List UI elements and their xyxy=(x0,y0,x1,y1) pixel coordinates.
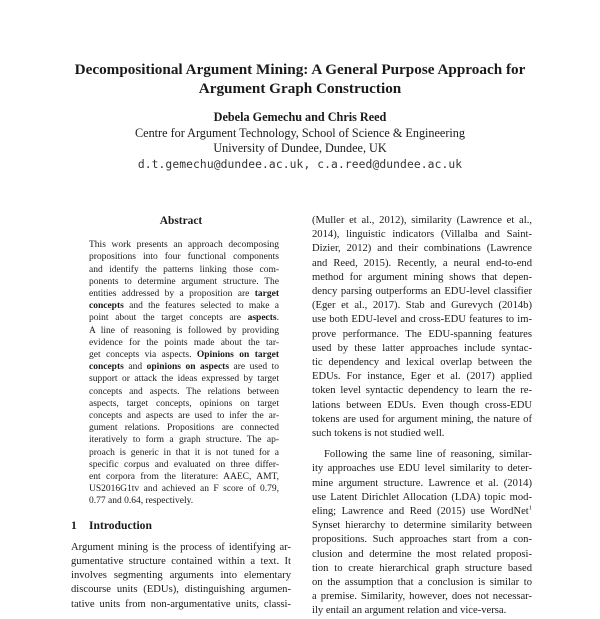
bold-term: target xyxy=(254,289,279,300)
paragraph-line: use both EDU-level and cross-EDU features to im- xyxy=(312,314,532,326)
abstract-line: point about the target concepts are aspects. xyxy=(89,313,279,324)
paragraph-line: ily entail an argument relation and vice-versa. xyxy=(312,605,507,617)
abstract-line: ent corpora from the literature: AAEC, AMT, xyxy=(89,472,279,483)
abstract-line: concepts and aspects. The relations between xyxy=(89,386,279,397)
paragraph-line: eling; Lawrence and Reed (2015) use WordNet$^1$ xyxy=(312,504,532,518)
intro-line: gumentative structure contained within a text. It xyxy=(71,556,291,568)
abstract-line: support or attack the ideas expressed by target xyxy=(89,374,279,385)
left-column xyxy=(71,214,291,612)
abstract-heading: Abstract xyxy=(159,215,203,227)
university: University of Dundee, Dundee, UK xyxy=(213,141,387,155)
paragraph-line: prove performance. The EDU-spanning features xyxy=(312,328,532,340)
bold-term: concepts xyxy=(89,362,124,373)
abstract-line: concepts and aspects are used to infer the ar- xyxy=(89,411,279,422)
paragraph-line: such tokens is not studied well. xyxy=(312,428,445,440)
abstract-line: concepts and the features selected to make a xyxy=(89,301,279,312)
section-title: Introduction xyxy=(89,518,152,532)
footnote-marker[interactable]: 1 xyxy=(528,504,532,512)
paragraph-line: dency parsing outperforms an EDU-level classifier xyxy=(312,286,532,298)
abstract-line: and identify the patterns linking those com- xyxy=(89,264,279,275)
paper-title xyxy=(40,60,560,98)
title-line-2: Argument Graph Construction xyxy=(198,80,402,97)
paragraph-line: and Reed, 2015). Recently, a neural end-to-end xyxy=(312,257,532,269)
paragraph-line: Synset hierarchy to determine similarity between xyxy=(312,520,532,532)
bold-term: aspects xyxy=(247,313,277,324)
related-work-paragraph xyxy=(312,214,532,441)
abstract-line: ponents to determine argument structure. The xyxy=(89,276,279,287)
paragraph-line: tokens are used for argument mining, the nature of xyxy=(312,413,532,425)
paragraph-line: Following the same line of reasoning, similar- xyxy=(324,449,532,461)
section-heading-introduction xyxy=(71,519,291,533)
affiliation: Centre for Argument Technology, School of Science & Engineering xyxy=(135,125,465,140)
abstract-line: get concepts via aspects. Opinions on target xyxy=(89,350,279,361)
abstract-line: aspects, target concepts, opinions on target xyxy=(89,398,279,409)
title-line-1: Decompositional Argument Mining: A General Purpose Approach for xyxy=(74,61,526,78)
abstract-line: A line of reasoning is followed by providing xyxy=(89,325,279,336)
paragraph-line: token level syntactic dependency to learn the re- xyxy=(312,385,532,397)
abstract-line: concepts and opinions on aspects are used to xyxy=(89,362,279,373)
paragraph-line: on the assumption that a conclusion is similar to xyxy=(312,577,532,589)
abstract-line: propositions into four functional components xyxy=(89,252,279,263)
abstract-line: specific corpus and evaluated on three differ- xyxy=(89,459,279,470)
similarity-paragraph xyxy=(312,448,532,618)
abstract-line: proach is generic in that it is not tuned for a xyxy=(89,447,279,458)
paragraph-line: a premise. Similarity, however, does not necessar- xyxy=(312,591,532,603)
intro-line: involves segmenting arguments into elementary xyxy=(71,570,291,582)
intro-line: tative units from non-argumentative units, classi- xyxy=(71,598,291,610)
paragraph-line: EDUs. For instance, Eger et al. (2017) applied xyxy=(312,371,532,383)
section-number: 1 xyxy=(71,518,77,532)
paragraph-line: lations between EDUs. Even though cross-EDU xyxy=(312,399,532,411)
paragraph-line: use Latent Dirichlet Allocation (LDA) topic mod- xyxy=(312,491,532,503)
author-names: Debela Gemechu and Chris Reed xyxy=(213,110,387,124)
right-column xyxy=(312,214,532,619)
paragraph-line: (Eger et al., 2017). Stab and Gurevych (2014b) xyxy=(312,300,532,312)
abstract-line: iteratively to form a graph structure. The ap- xyxy=(89,435,279,446)
bold-term: concepts xyxy=(89,301,124,312)
paragraph-line: used by these latter approaches include syntac- xyxy=(312,342,532,354)
abstract-line: evidence for the points made about the tar- xyxy=(89,337,279,348)
bold-term: Opinions on target xyxy=(196,350,279,361)
author-block xyxy=(40,110,560,172)
paragraph-line: Dizier, 2012) and their combinations (Lawrence xyxy=(312,243,532,255)
bold-term: opinions on aspects xyxy=(146,362,230,373)
intro-line: discourse units (EDUs), distinguishing argumen- xyxy=(71,584,291,596)
intro-line: Argument mining is the process of identifying ar- xyxy=(71,541,291,553)
paragraph-line: mine argument structure. Lawrence et al. (2014) xyxy=(312,477,532,489)
paragraph-line: (Muller et al., 2012), similarity (Lawrence et al., xyxy=(312,215,532,226)
abstract-line: entities addressed by a proposition are target xyxy=(89,289,279,300)
abstract-line: 0.77 and 0.64, respectively. xyxy=(89,496,194,507)
abstract-line: gument relations. Propositions are connected xyxy=(89,423,279,434)
abstract-body xyxy=(71,239,291,507)
paragraph-line: tion to create hierarchical graph structure based xyxy=(312,562,532,574)
abstract-line: This work presents an approach decomposing xyxy=(89,240,279,251)
author-emails: d.t.gemechu@dundee.ac.uk, c.a.reed@dundee.ac.uk xyxy=(137,157,463,171)
paragraph-line: clusion and determine the most related proposi- xyxy=(312,548,532,560)
paragraph-line: method for argument mining shows that depen- xyxy=(312,271,532,283)
paragraph-line: propositions. Such approaches start from a con- xyxy=(312,534,532,546)
abstract-line: US2016G1tv and achieved an F score of 0.79, xyxy=(89,484,279,495)
paragraph-line: 2014), linguistic indicators (Villalba and Saint- xyxy=(312,229,532,241)
paragraph-line: tic dependency and lexical overlap between the xyxy=(312,357,532,369)
paragraph-line: ity approaches use EDU level similarity to deter- xyxy=(312,463,532,475)
introduction-body xyxy=(71,541,291,612)
